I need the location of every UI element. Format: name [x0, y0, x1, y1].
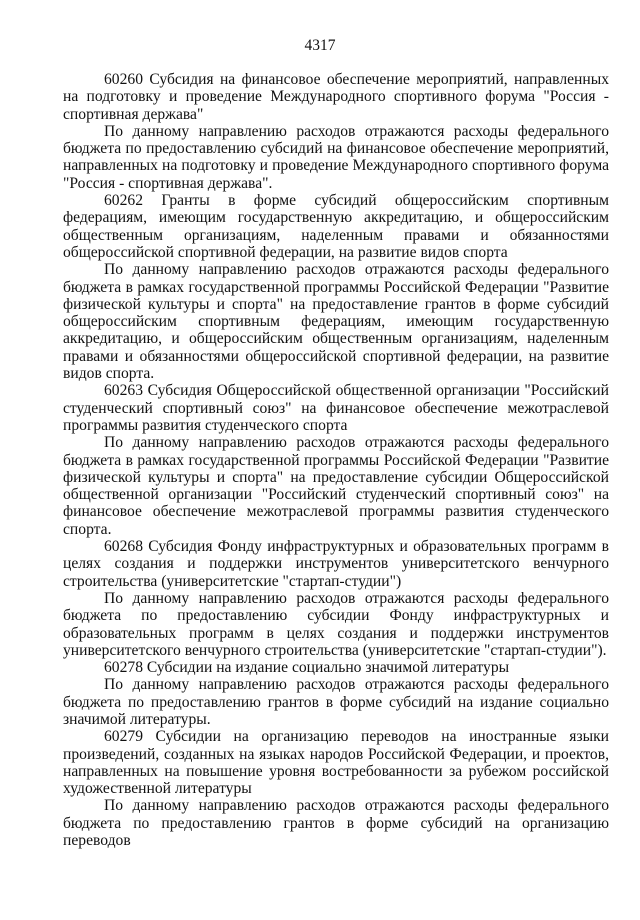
description-paragraph-60268: По данному направлению расходов отражаются расходы федерального бюджета по предоставлению субсидии Фонду инфраструктурных и образовательных программ в целях создания и поддержки инструментов университетского венчурного строительства (университетские "стартап-студии"). [63, 589, 609, 659]
document-body [63, 71, 609, 849]
code-heading-60260: 60260 Субсидия на финансовое обеспечение мероприятий, направленных на подготовку и проведение Международного спортивного форума "Россия - спортивная держава" [63, 71, 609, 123]
page-number: 4317 [304, 37, 336, 54]
code-heading-60278: 60278 Субсидии на издание социально значимой литературы [104, 659, 510, 677]
description-paragraph-60278: По данному направлению расходов отражаются расходы федерального бюджета по предоставлению грантов в форме субсидий на издание социально значимой литературы. [63, 676, 609, 728]
code-heading-60279: 60279 Субсидии на организацию переводов на иностранные языки произведений, созданных на языках народов Российской Федерации, и проектов, направленных на повышение уровня востребованности за рубежом российской художественной литературы [63, 728, 609, 798]
description-paragraph-60262: По данному направлению расходов отражаются расходы федерального бюджета в рамках государственной программы Российской Федерации "Развитие физической культуры и спорта" на предоставление грантов в форме субсидий общероссийским спортивным федерациям, имеющим государственную аккредитацию, и общероссийским общественным организациям, наделенным правами и обязанностями общероссийской спортивной федерации, на развитие видов спорта. [63, 261, 609, 383]
description-paragraph-60279: По данному направлению расходов отражаются расходы федерального бюджета по предоставлению грантов в форме субсидий на организацию переводов [63, 797, 609, 850]
code-heading-60262: 60262 Гранты в форме субсидий общероссийским спортивным федерациям, имеющим государственную аккредитацию, и общероссийским общественным организациям, наделенным правами и обязанностями общероссийской спортивной федерации, на развитие видов спорта [63, 192, 609, 261]
code-heading-60263: 60263 Субсидия Общероссийской общественной организации "Российский студенческий спортивный союз" на финансовое обеспечение межотраслевой программы развития студенческого спорта [63, 382, 609, 434]
description-paragraph-60263: По данному направлению расходов отражаются расходы федерального бюджета в рамках государственной программы Российской Федерации "Развитие физической культуры и спорта" на предоставление субсидии Общероссийской общественной организации "Российский студенческий спортивный союз" на финансовое обеспечение межотраслевой программы развития студенческого спорта. [63, 434, 609, 538]
code-heading-60268: 60268 Субсидия Фонду инфраструктурных и образовательных программ в целях создания и поддержки инструментов университетского венчурного строительства (университетские "стартап-студии") [63, 538, 609, 590]
description-paragraph-60260: По данному направлению расходов отражаются расходы федерального бюджета по предоставлению субсидий на финансовое обеспечение мероприятий, направленных на подготовку и проведение Международного спортивного форума "Россия - спортивная держава". [63, 122, 609, 192]
